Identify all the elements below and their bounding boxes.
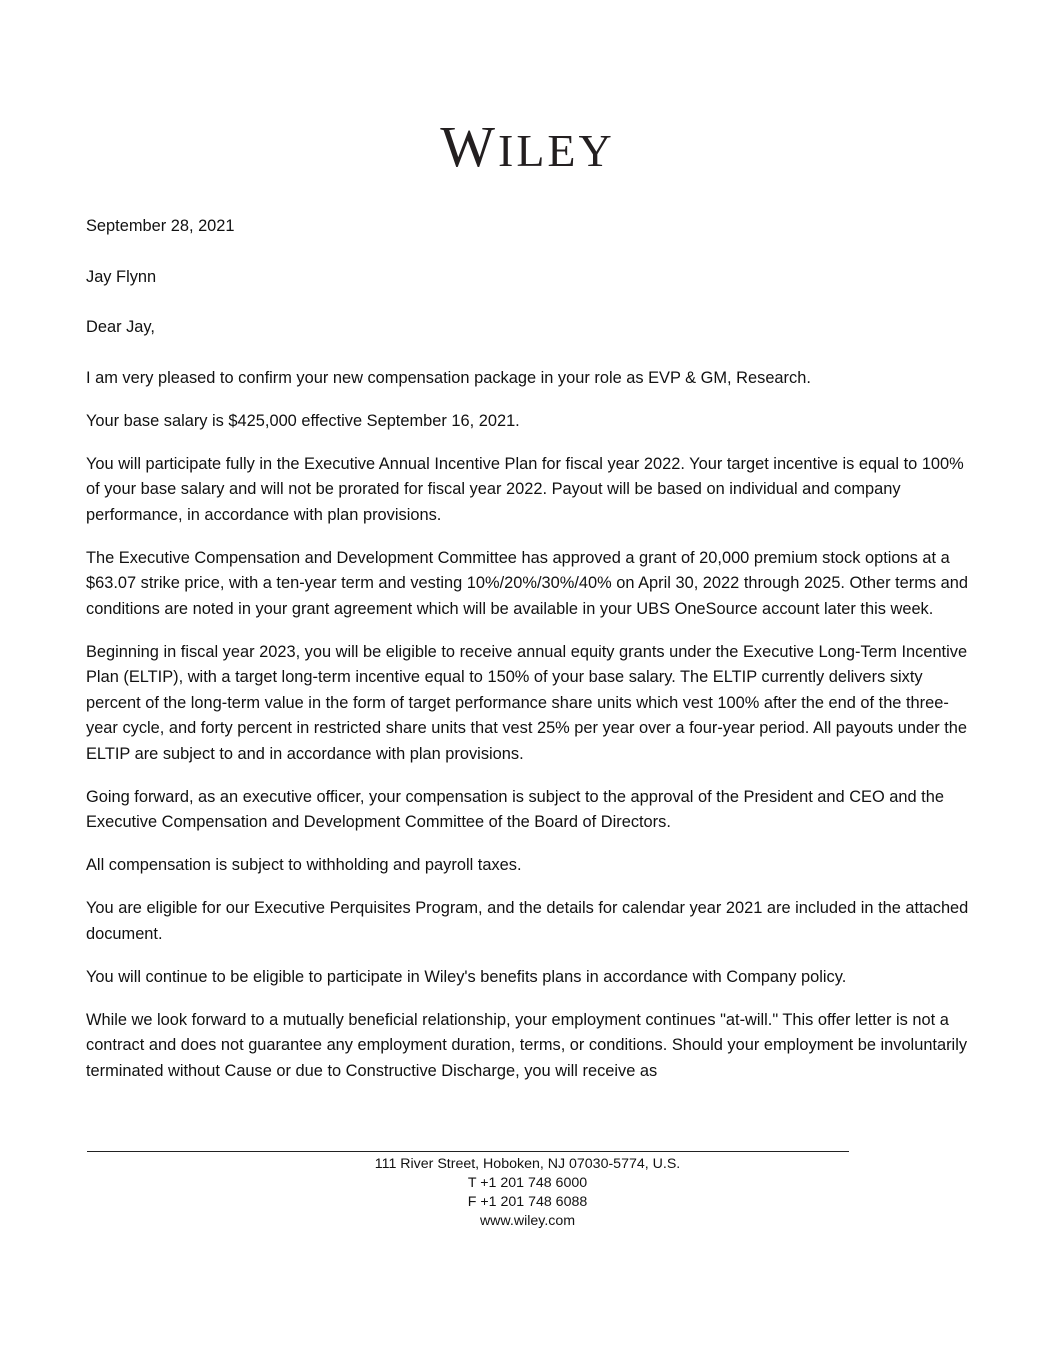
footer-address: 111 River Street, Hoboken, NJ 07030-5774, U.S. [374,1156,681,1172]
footer-fax: F +1 201 748 6088 [467,1194,588,1210]
footer-phone: T +1 201 748 6000 [467,1175,588,1191]
paragraph-executive-officer: Going forward, as an executive officer, your compensation is subject to the approval of the President and CEO and the Executive Compensation and Development Committee of the Board of Directors. [86,787,944,831]
salutation: Dear Jay, [86,318,155,336]
wiley-logo [0,114,1055,179]
logo-initial: W [440,114,498,179]
paragraph-base-salary: Your base salary is $425,000 effective September 16, 2021. [86,411,520,430]
recipient-name: Jay Flynn [86,267,157,286]
footer-website: www.wiley.com [479,1213,576,1229]
letterhead-footer [0,1155,1055,1231]
letter-body [86,214,971,1102]
paragraph-at-will: While we look forward to a mutually beneficial relationship, your employment continues "at-will." This offer letter is not a contract and does not guarantee any employment duration, terms, or conditions. Should your employment be involuntarily terminated without Cause or due to Constructive Discharge, you will receive as [86,1010,968,1080]
letter-date: September 28, 2021 [86,217,235,235]
paragraph-role-confirmation: I am very pleased to confirm your new compensation package in your role as EVP & GM, Research. [86,368,811,387]
logo-rest: ILEY [498,125,615,176]
paragraph-stock-options: The Executive Compensation and Development Committee has approved a grant of 20,000 premium stock options at a $63.07 strike price, with a ten-year term and vesting 10%/20%/30%/40% on April 30, 2022 through 2025. Other terms and conditions are noted in your grant agreement which will be available in your UBS OneSource account later this week. [86,548,968,618]
paragraph-taxes: All compensation is subject to withholding and payroll taxes. [86,856,522,874]
paragraph-annual-incentive: You will participate fully in the Executive Annual Incentive Plan for fiscal year 2022. Your target incentive is equal to 100% of your base salary and will not be prorated for fiscal year 2022. Payout will be based on individual and company performance, in accordance with plan provisions. [86,454,964,524]
footer-divider [87,1151,849,1152]
paragraph-perquisites: You are eligible for our Executive Perquisites Program, and the details for calendar year 2021 are included in the attached document. [86,899,969,943]
paragraph-benefits: You will continue to be eligible to participate in Wiley's benefits plans in accordance with Company policy. [86,967,847,986]
paragraph-eltip: Beginning in fiscal year 2023, you will be eligible to receive annual equity grants under the Executive Long-Term Incentive Plan (ELTIP), with a target long-term incentive equal to 150% of your base salary. The ELTIP currently delivers sixty percent of the long-term value in the form of target performance share units which vest 100% after the end of the three-year cycle, and forty percent in restricted share units that vest 25% per year over a four-year period. All payouts under the ELTIP are subject to and in accordance with plan provisions. [86,642,968,763]
